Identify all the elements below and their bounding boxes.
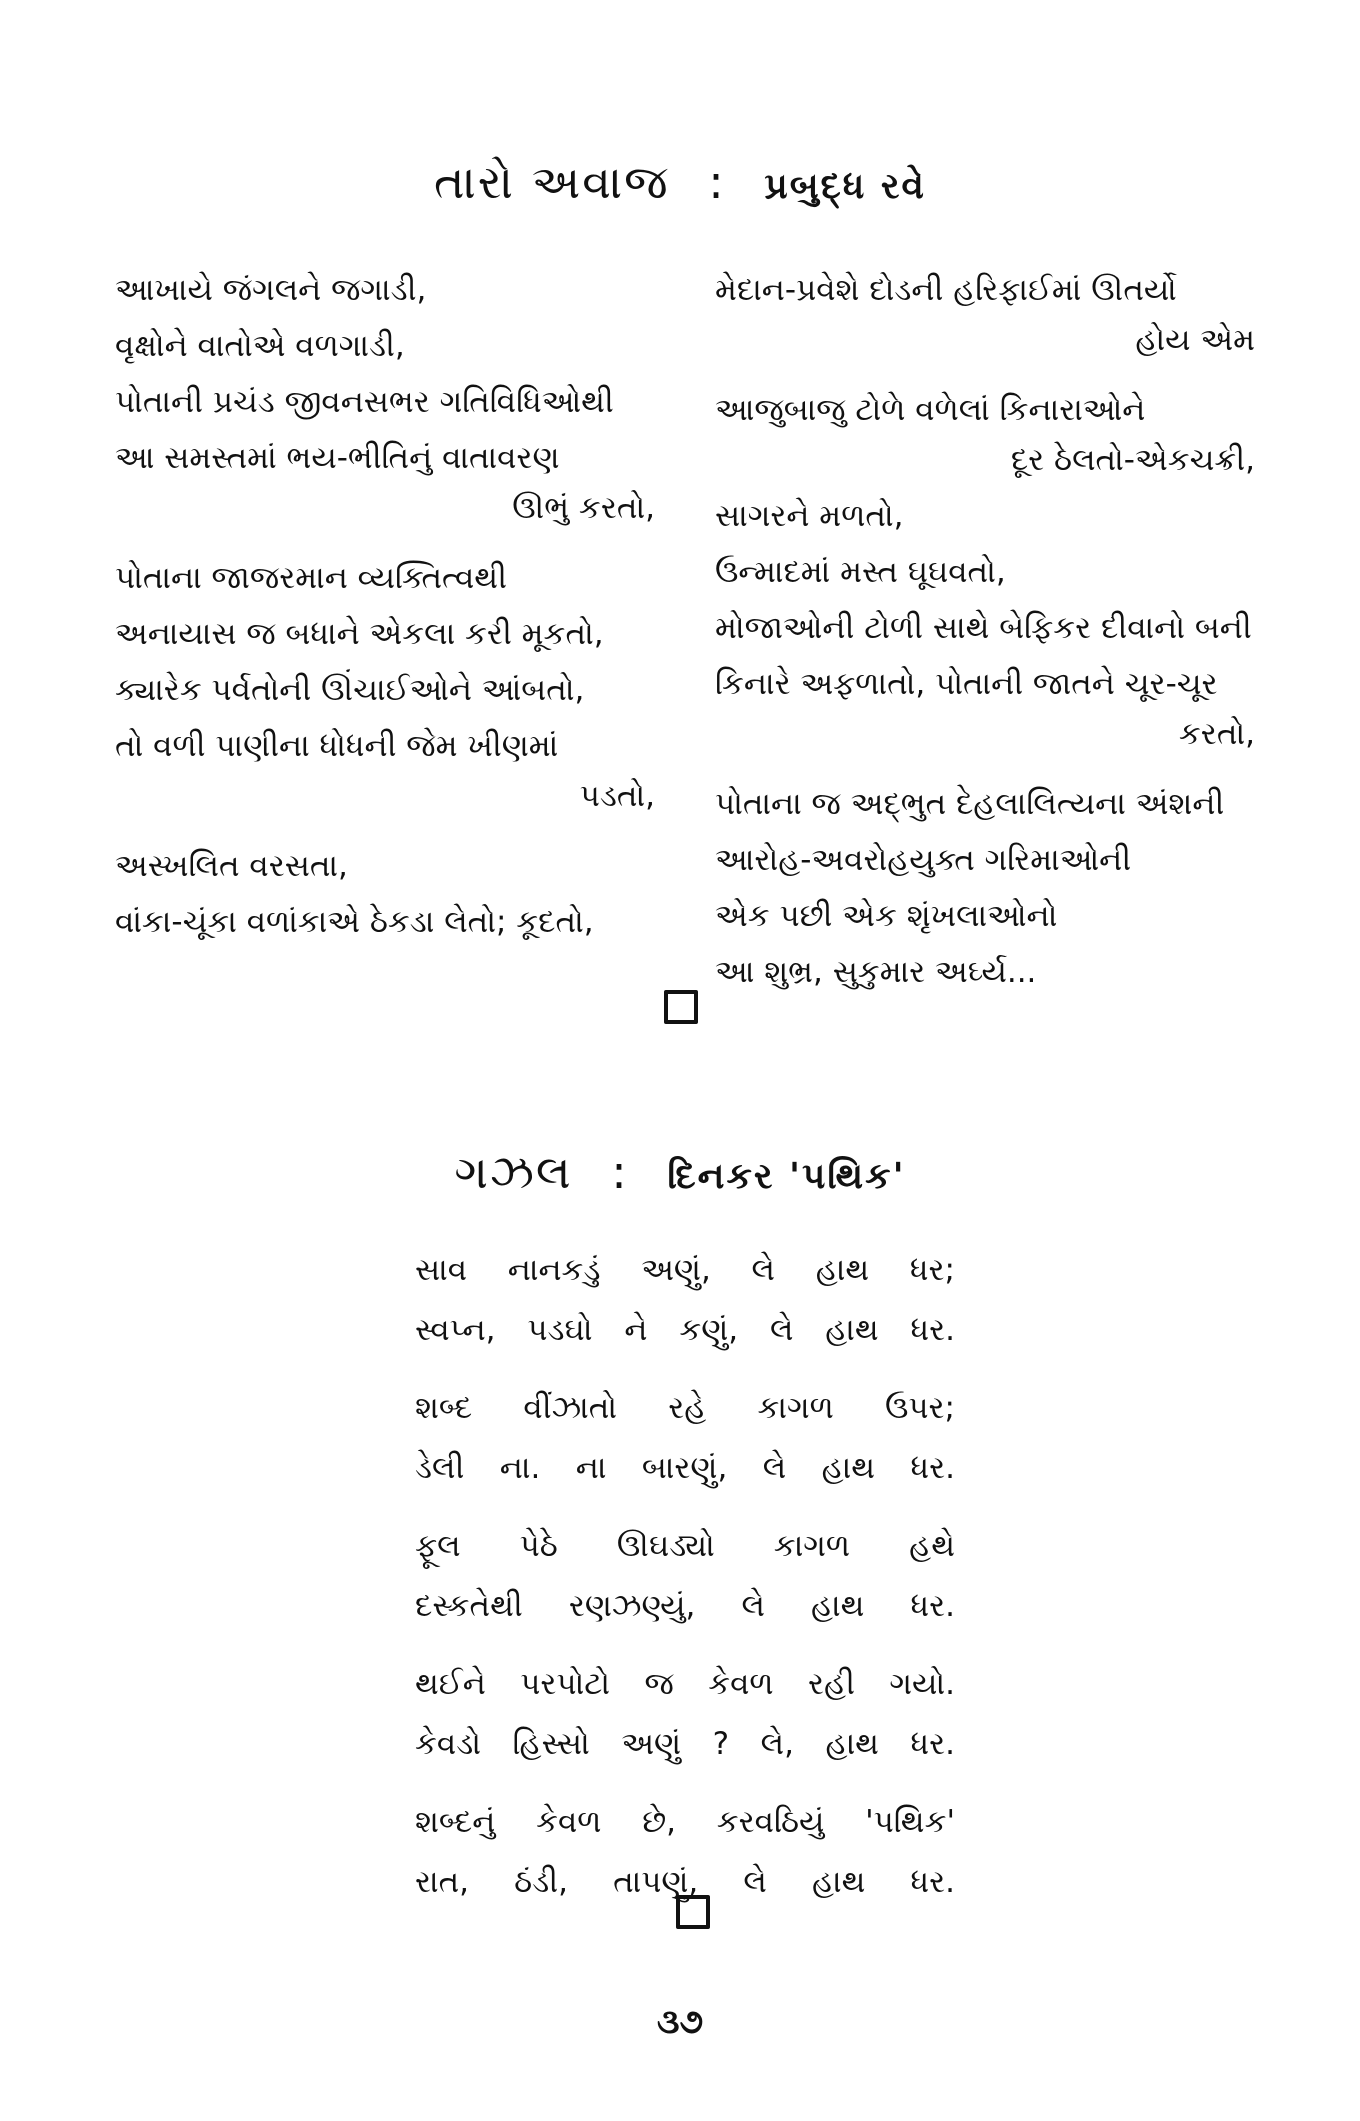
poem-line: આ સમસ્તમાં ભય-ભીતિનું વાતાવરણ <box>115 440 560 476</box>
poem1-title-text: તારો અવાજ <box>434 155 670 209</box>
ghazal-line: થઈને પરપોટો જ કેવળ રહી ગયો. <box>415 1666 955 1702</box>
poem-line: પડતો, <box>579 778 655 814</box>
ghazal-body <box>415 1240 955 1930</box>
end-of-poem-square-icon <box>664 990 698 1024</box>
poem1-right-stanza-3 <box>715 776 1255 1000</box>
poem-line: પોતાના જ અદ્ભુત દેહલાલિત્યના અંશની <box>715 786 1225 822</box>
ghazal-line: ફૂલ પેઠે ઊઘડ્યો કાગળ હથે <box>415 1528 955 1564</box>
poem1-left-stanza-3 <box>115 838 655 950</box>
ghazal-line: શબ્દનું કેવળ છે, કરવઠિયું 'પથિક' <box>415 1804 955 1840</box>
ghazal-couplet-1 <box>415 1240 955 1360</box>
ghazal-couplet-2 <box>415 1378 955 1498</box>
poem-line: ક્યારેક પર્વતોની ઊંચાઈઓને આંબતો, <box>115 672 585 708</box>
poem1-left-stanza-1 <box>115 262 655 536</box>
ghazal-line: સ્વપ્ન, પડઘો ને કણું, લે હાથ ધર. <box>415 1312 955 1348</box>
poem2-author: દિનકર 'પથિક' <box>667 1156 906 1197</box>
ghazal-line: શબ્દ વીંઝાતો રહે કાગળ ઉપર; <box>415 1390 955 1426</box>
poem-line: પોતાની પ્રચંડ જીવનસભર ગતિવિધિઓથી <box>115 384 614 420</box>
poem1-right-stanza-2 <box>715 382 1255 762</box>
poem-line: કરતો, <box>1178 716 1255 752</box>
poem-line: કિનારે અફળાતો, પોતાની જાતને ચૂર-ચૂર <box>715 666 1218 702</box>
poem1-left-stanza-2 <box>115 550 655 824</box>
poem1-right-stanza-1 <box>715 262 1255 368</box>
poem1-right-column <box>715 262 1255 1014</box>
poem-line: ઉન્માદમાં મસ્ત ઘૂઘવતો, <box>715 554 1006 590</box>
ghazal-line: સાવ નાનકડું અણું, લે હાથ ધર; <box>415 1252 955 1288</box>
ghazal-line: રાત, ઠંડી, તાપણું, લે હાથ ધર. <box>415 1864 955 1900</box>
poem1-title-separator: : <box>708 155 726 209</box>
ghazal-line: કેવડો હિસ્સો અણું ? લે, હાથ ધર. <box>415 1726 955 1762</box>
poem-line: આ શુભ્ર, સુકુમાર અર્ઘ્ય... <box>715 954 1037 990</box>
ghazal-couplet-4 <box>415 1654 955 1774</box>
poem-line: અસ્ખલિત વરસતા, <box>115 848 348 884</box>
poem-line: અનાયાસ જ બધાને એકલા કરી મૂકતો, <box>115 616 604 652</box>
poem-line: તો વળી પાણીના ધોધની જેમ ખીણમાં <box>115 728 559 764</box>
ghazal-line: દસ્કતેથી રણઝણ્યું, લે હાથ ધર. <box>415 1588 955 1624</box>
poem-line: આખાયે જંગલને જગાડી, <box>115 272 427 308</box>
poem-line: એક પછી એક શૃંખલાઓનો <box>715 898 1058 934</box>
poem-line: દૂર ઠેલતો-એકચક્રી, <box>1010 442 1255 478</box>
poem-line: પોતાના જાજરમાન વ્યક્તિત્વથી <box>115 560 507 596</box>
poem-line: સાગરને મળતો, <box>715 498 904 534</box>
poem2-title-separator: : <box>611 1145 629 1199</box>
poem-line: આજુબાજુ ટોળે વળેલાં કિનારાઓને <box>715 392 1146 428</box>
page-number: ૩૭ <box>656 2002 704 2042</box>
poem1-left-column <box>115 262 655 964</box>
poem1-author: પ્રબુદ્ધ રવે <box>764 166 926 207</box>
end-of-poem-square-icon <box>676 1895 710 1929</box>
poem-line: વૃક્ષોને વાતોએ વળગાડી, <box>115 328 405 364</box>
poem2-title <box>0 1145 1360 1201</box>
poem-line: વાંકા-ચૂંકા વળાંકાએ ઠેકડા લેતો; કૂદતો, <box>115 904 594 940</box>
ghazal-couplet-5 <box>415 1792 955 1912</box>
poem-line: ઊભું કરતો, <box>512 490 655 526</box>
poem-line: આરોહ-અવરોહયુક્ત ગરિમાઓની <box>715 842 1132 878</box>
ghazal-couplet-3 <box>415 1516 955 1636</box>
poem-line: મોજાઓની ટોળી સાથે બેફિકર દીવાનો બની <box>715 610 1252 646</box>
poem-line: હોય એમ <box>1135 322 1255 358</box>
poem1-title <box>0 155 1360 211</box>
poem-line: મેદાન-પ્રવેશે દોડની હરિફાઈમાં ઊતર્યો <box>715 272 1177 308</box>
ghazal-line: ડેલી ના. ના બારણું, લે હાથ ધર. <box>415 1450 955 1486</box>
poem2-title-text: ગઝલ <box>454 1145 573 1199</box>
